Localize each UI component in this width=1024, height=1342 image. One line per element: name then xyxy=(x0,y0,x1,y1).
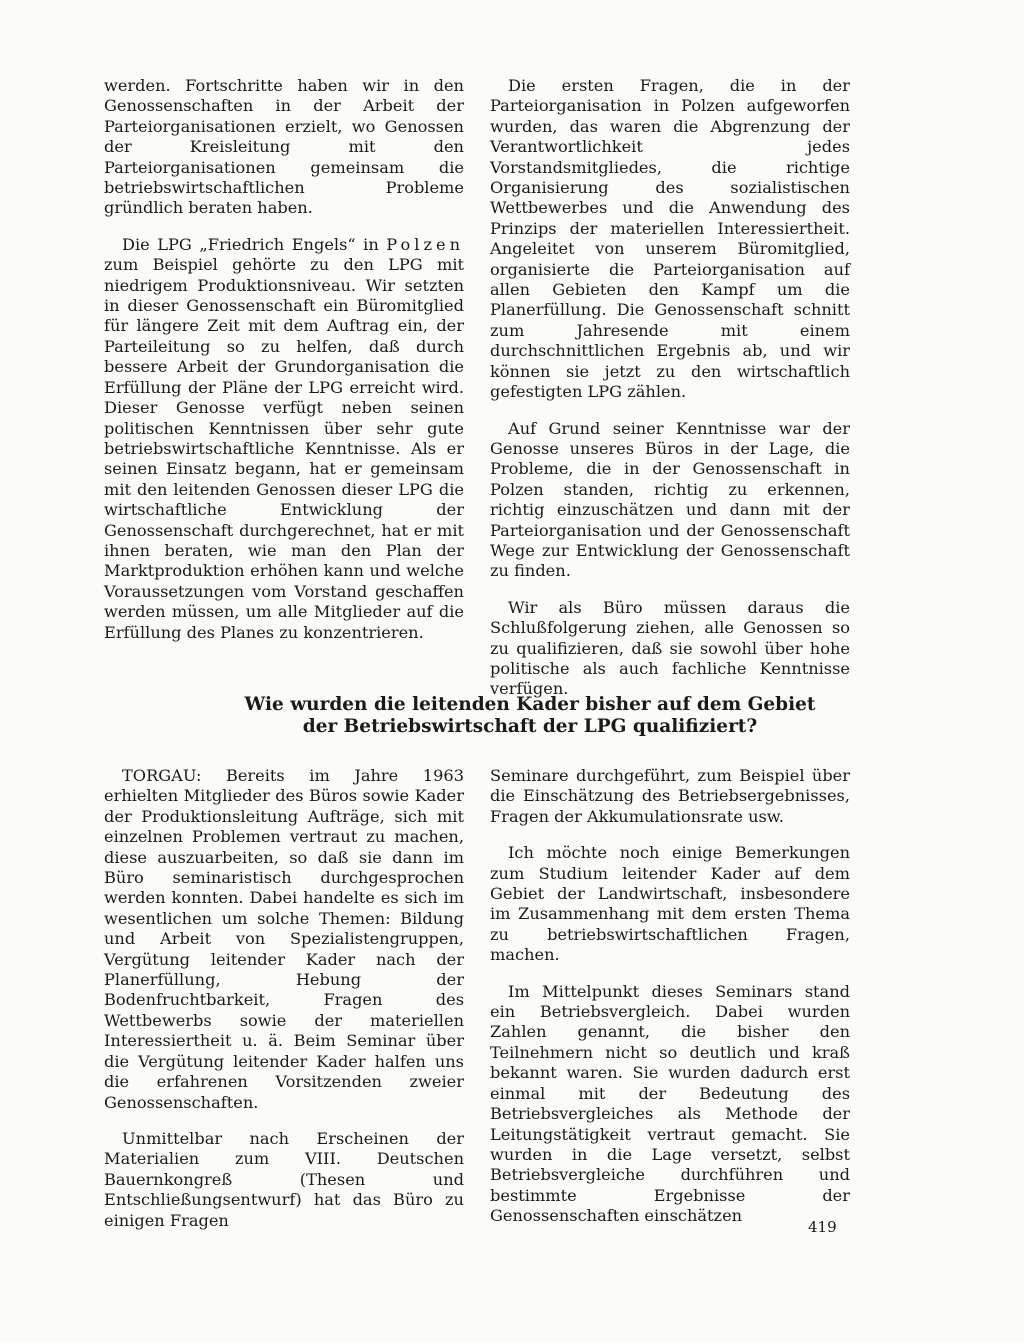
paragraph: Auf Grund seiner Kenntnisse war der Genosse unseres Büros in der Lage, die Probleme, die in der Genossenschaft in Polzen standen, richtig zu erkennen, richtig einzuschätzen und dann mit der Parteiorganisation und der Genossenschaft Wege zur Entwicklung der Genossenschaft zu finden. xyxy=(490,418,850,581)
spaced-place-name: Polzen xyxy=(386,234,464,254)
bottom-left-column xyxy=(104,766,464,1247)
paragraph: Wir als Büro müssen daraus die Schlußfolgerung ziehen, alle Genossen so zu qualifizieren, daß sie sowohl über hohe politische als auch fachliche Kenntnisse verfügen. xyxy=(490,597,850,699)
paragraph: Ich möchte noch einige Bemerkungen zum Studium leitender Kader auf dem Gebiet der Landwirtschaft, insbesondere im Zusammenhang mit dem ersten Thema zu betriebswirtschaftlichen Fragen, machen. xyxy=(490,843,850,965)
paragraph xyxy=(104,235,464,643)
top-right-column xyxy=(490,76,850,716)
text-run: Die LPG „Friedrich Engels“ in xyxy=(122,234,387,254)
paragraph: Seminare durchgeführt, zum Beispiel über die Einschätzung des Betriebsergebnisses, Fragen der Akkumulationsrate usw. xyxy=(490,766,850,826)
paragraph: werden. Fortschritte haben wir in den Genossenschaften in der Arbeit der Parteiorganisationen erzielt, wo Genossen der Kreisleitung mit den Parteiorganisationen gemeinsam die betriebswirtschaftlichen Probleme gründlich beraten haben. xyxy=(104,76,464,218)
text-run: zum Beispiel gehörte zu den LPG mit niedrigem Produktionsniveau. Wir setzten in dieser Genossenschaft ein Büromitglied für längere Zeit mit dem Auftrag ein, der Parteileitung so zu helfen, daß durch bessere Arbeit der Grundorganisation die Erfüllung der Pläne der LPG erreicht wird. Dieser Genosse verfügt neben seinen politischen Kenntnissen über sehr gute betriebswirtschaftliche Kenntnisse. Als er seinen Einsatz begann, hat er gemeinsam mit den leitenden Genossen dieser LPG die wirtschaftliche Entwicklung der Genossenschaft durchgerechnet, hat er mit ihnen beraten, wie man den Plan der Marktproduktion erhöhen kann und welche Voraussetzungen vom Vorstand geschaffen werden müssen, um alle Mitglieder auf die Erfüllung des Planes zu konzentrieren. xyxy=(104,255,464,642)
page-number: 419 xyxy=(808,1218,837,1236)
top-left-column xyxy=(104,76,464,659)
section-heading xyxy=(100,694,960,738)
paragraph: TORGAU: Bereits im Jahre 1963 erhielten Mitglieder des Büros sowie Kader der Produktionsleitung Aufträge, sich mit einzelnen Problemen vertraut zu machen, diese auszuarbeiten, so daß sie dann im Büro seminaristisch durchgesprochen werden konnten. Dabei handelte es sich im wesentlichen um solche Themen: Bildung und Arbeit von Spezialistengruppen, Vergütung leitender Kader nach der Planerfüllung, Hebung der Bodenfruchtbarkeit, Fragen des Wettbewerbs sowie der materiellen Interessiertheit u. ä. Beim Seminar über die Vergütung leitender Kader halfen uns die erfahrenen Vorsitzenden zweier Genossenschaften. xyxy=(104,766,464,1112)
paragraph: Unmittelbar nach Erscheinen der Materialien zum VIII. Deutschen Bauernkongreß (Thesen und Entschließungsentwurf) hat das Büro zu einigen Fragen xyxy=(104,1128,464,1230)
bottom-right-column xyxy=(490,766,850,1243)
heading-line: der Betriebswirtschaft der LPG qualifiziert? xyxy=(302,716,758,737)
paragraph: Die ersten Fragen, die in der Parteiorganisation in Polzen aufgeworfen wurden, das waren die Abgrenzung der Verantwortlichkeit jedes Vorstandsmitgliedes, die richtige Organisierung des sozialistischen Wettbewerbes und die Anwendung des Prinzips der materiellen Interessiertheit. Angeleitet von unserem Büromitglied, organisierte die Parteiorganisation auf allen Gebieten den Kampf um die Planerfüllung. Die Genossenschaft schnitt zum Jahresende mit einem durchschnittlichen Ergebnis ab, und wir können sie jetzt zu den wirtschaftlich gefestigten LPG zählen. xyxy=(490,76,850,402)
heading-line: Wie wurden die leitenden Kader bisher auf dem Gebiet xyxy=(244,694,816,715)
paragraph: Im Mittelpunkt dieses Seminars stand ein Betriebsvergleich. Dabei wurden Zahlen genannt, die bisher den Teilnehmern nicht so deutlich und kraß bekannt waren. Sie wurden dadurch erst einmal mit der Bedeutung des Betriebsvergleiches als Methode der Leitungstätigkeit vertraut gemacht. Sie wurden in die Lage versetzt, selbst Betriebsvergleiche durchführen und bestimmte Ergebnisse der Genossenschaften einschätzen xyxy=(490,981,850,1226)
